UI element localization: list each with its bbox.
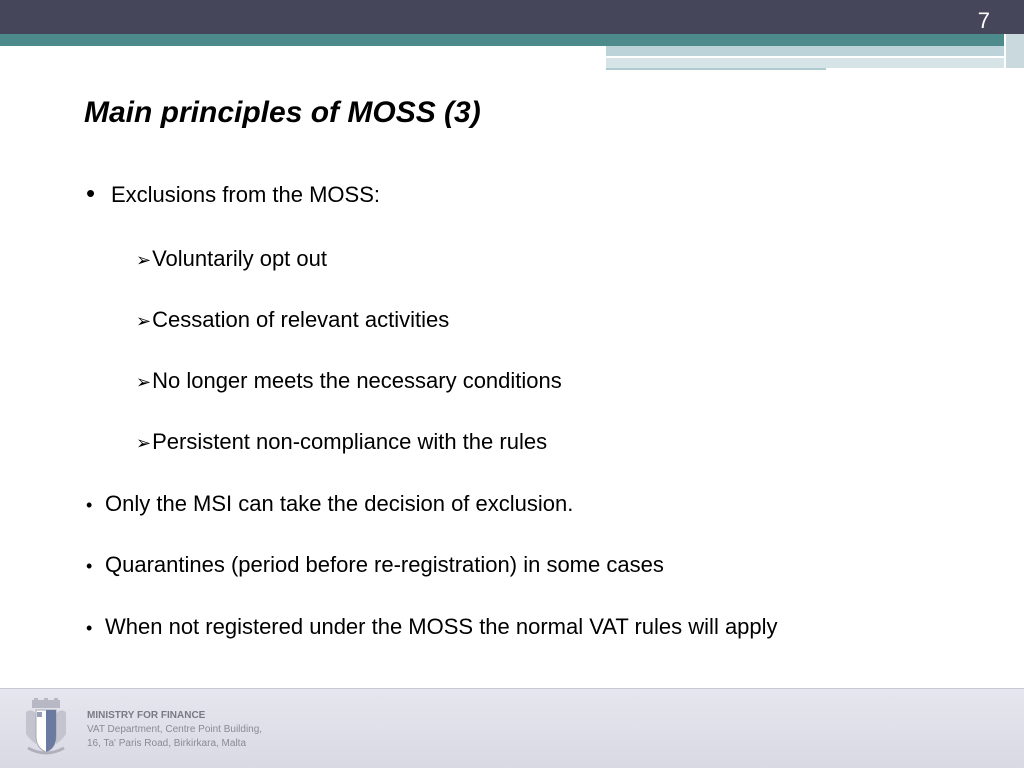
sub-item-text: Persistent non-compliance with the rules [152, 429, 548, 454]
header-accent-corner [1006, 34, 1024, 68]
slide-title: Main principles of MOSS (3) [84, 96, 481, 129]
sub-item-text: No longer meets the necessary conditions [152, 368, 562, 393]
sub-item-text: Voluntarily opt out [152, 246, 327, 271]
sub-item [136, 429, 547, 455]
header-divider-lower [606, 68, 826, 70]
sub-item-text: Cessation of relevant activities [152, 307, 450, 332]
bullet-item [86, 491, 573, 517]
slide-number: 7 [977, 8, 990, 33]
arrow-bullet-icon: ➢ [136, 250, 152, 270]
bullet-item [86, 614, 778, 640]
main-bullet-text: Exclusions from the MOSS: [111, 182, 380, 207]
bullet-dot: • [86, 618, 93, 638]
arrow-bullet-icon: ➢ [136, 311, 152, 331]
bullet-dot: • [86, 495, 93, 515]
header-stripe-light [606, 46, 1006, 56]
sub-item [136, 246, 327, 272]
bullet-dot: • [86, 556, 93, 576]
header-vertical-divider [1004, 34, 1006, 70]
header-accent-bar [0, 34, 1006, 46]
sub-item [136, 368, 562, 394]
bullet-text: Quarantines (period before re-registration) in some cases [105, 552, 664, 577]
bullet-item [86, 552, 664, 578]
arrow-bullet-icon: ➢ [136, 433, 152, 453]
footer-ministry: MINISTRY FOR FINANCE [87, 710, 206, 721]
sub-item [136, 307, 449, 333]
bullet-marker: • [86, 178, 96, 208]
footer-address-line: VAT Department, Centre Point Building, [87, 724, 263, 735]
header-bar [0, 0, 1024, 34]
arrow-bullet-icon: ➢ [136, 372, 152, 392]
header-divider [606, 56, 948, 58]
footer-address-line: 16, Ta' Paris Road, Birkirkara, Malta [87, 738, 247, 749]
bullet-text: Only the MSI can take the decision of exclusion. [105, 491, 574, 516]
header-stripe-lighter [606, 58, 1006, 68]
bullet-text: When not registered under the MOSS the normal VAT rules will apply [105, 614, 778, 639]
malta-coat-of-arms-icon [22, 698, 70, 758]
